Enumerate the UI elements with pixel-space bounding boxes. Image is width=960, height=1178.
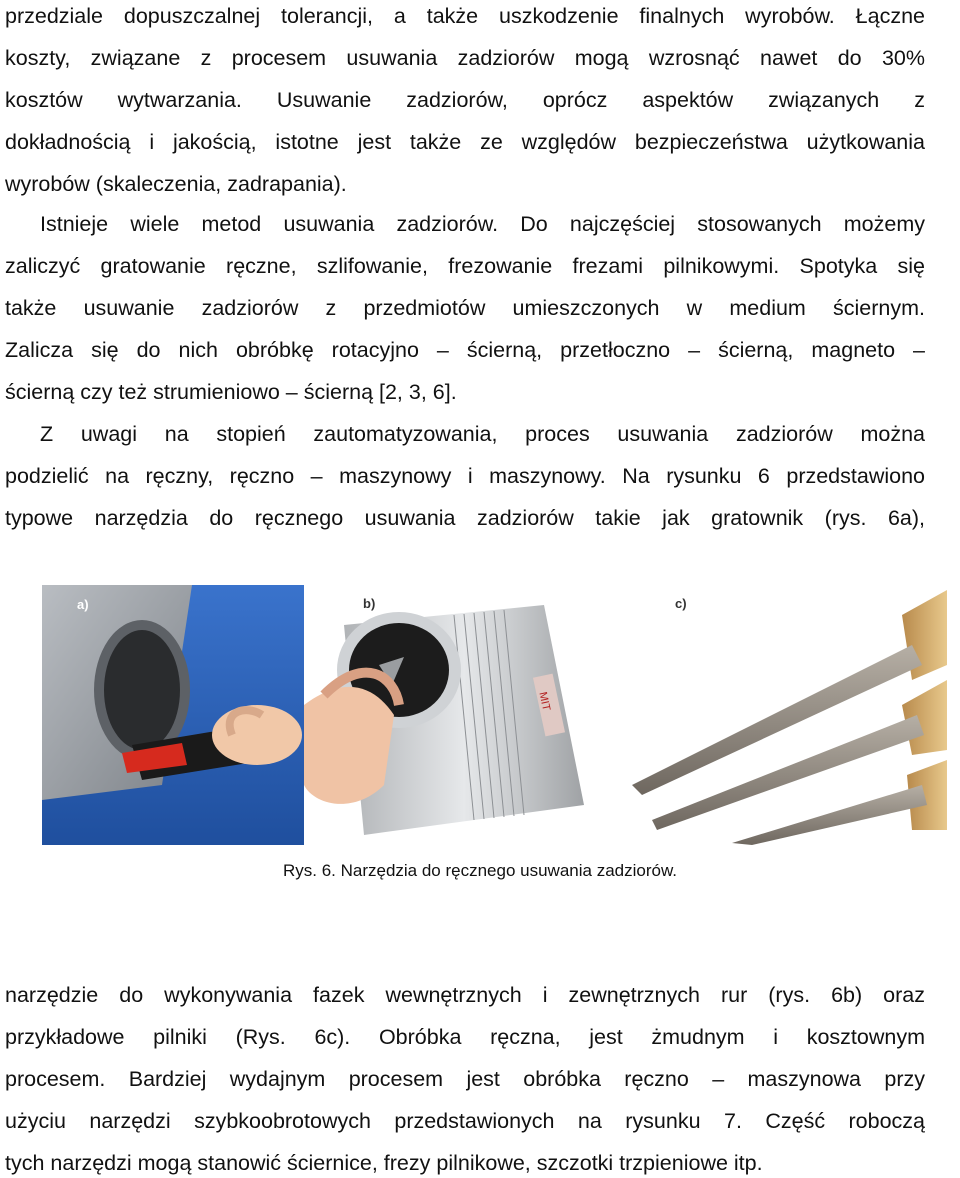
- figure-6a-deburring-tool: [42, 585, 304, 845]
- text-line: tych narzędzi mogą stanowić ściernice, frezy pilnikowe, szczotki trzpieniowe itp.: [5, 1151, 763, 1175]
- text-line: koszty, związane z procesem usuwania zadziorów mogą wzrosnąć nawet do 30%: [5, 46, 925, 70]
- text-line: podzielić na ręczny, ręczno – maszynowy i maszynowy. Na rysunku 6 przedstawiono: [5, 464, 925, 488]
- text-line: typowe narzędzia do ręcznego usuwania zadziorów takie jak gratownik (rys. 6a),: [5, 506, 925, 530]
- text-line: dokładnością i jakością, istotne jest także ze względów bezpieczeństwa użytkowania: [5, 130, 925, 154]
- chamfer-tool-image: [304, 585, 612, 845]
- text-line: wyrobów (skaleczenia, zadrapania).: [5, 172, 347, 196]
- text-line: użyciu narzędzi szybkoobrotowych przedstawionych na rysunku 7. Część roboczą: [5, 1109, 925, 1133]
- text-line: Istnieje wiele metod usuwania zadziorów. Do najczęściej stosowanych możemy: [40, 212, 925, 236]
- text-line: Zalicza się do nich obróbkę rotacyjno – ścierną, przetłoczno – ścierną, magneto –: [5, 338, 925, 362]
- figure-label-a: a): [77, 597, 89, 612]
- text-line: zaliczyć gratowanie ręczne, szlifowanie, frezowanie frezami pilnikowymi. Spotyka się: [5, 254, 925, 278]
- text-line: także usuwanie zadziorów z przedmiotów umieszczonych w medium ściernym.: [5, 296, 925, 320]
- text-line: Z uwagi na stopień zautomatyzowania, proces usuwania zadziorów można: [40, 422, 925, 446]
- deburring-tool-image: [42, 585, 304, 845]
- brand-text: MIT: [536, 690, 553, 712]
- text-line: ścierną czy też strumieniowo – ścierną [2, 3, 6].: [5, 380, 457, 404]
- figure-caption: Rys. 6. Narzędzia do ręcznego usuwania zadziorów.: [282, 861, 678, 880]
- text-line: przykładowe pilniki (Rys. 6c). Obróbka ręczna, jest żmudnym i kosztownym: [5, 1025, 925, 1049]
- files-image: [612, 585, 947, 845]
- figure-label-b: b): [363, 596, 376, 611]
- text-line: procesem. Bardziej wydajnym procesem jest obróbka ręczno – maszynowa przy: [5, 1067, 925, 1091]
- figure-label-c: c): [675, 596, 687, 611]
- text-line: narzędzie do wykonywania fazek wewnętrznych i zewnętrznych rur (rys. 6b) oraz: [5, 983, 925, 1007]
- text-line: przedziale dopuszczalnej tolerancji, a także uszkodzenie finalnych wyrobów. Łączne: [5, 4, 925, 28]
- figure-6c-files: [612, 585, 947, 845]
- text-line: kosztów wytwarzania. Usuwanie zadziorów, oprócz aspektów związanych z: [5, 88, 925, 112]
- figure-6b-chamfer-tool: [304, 585, 612, 845]
